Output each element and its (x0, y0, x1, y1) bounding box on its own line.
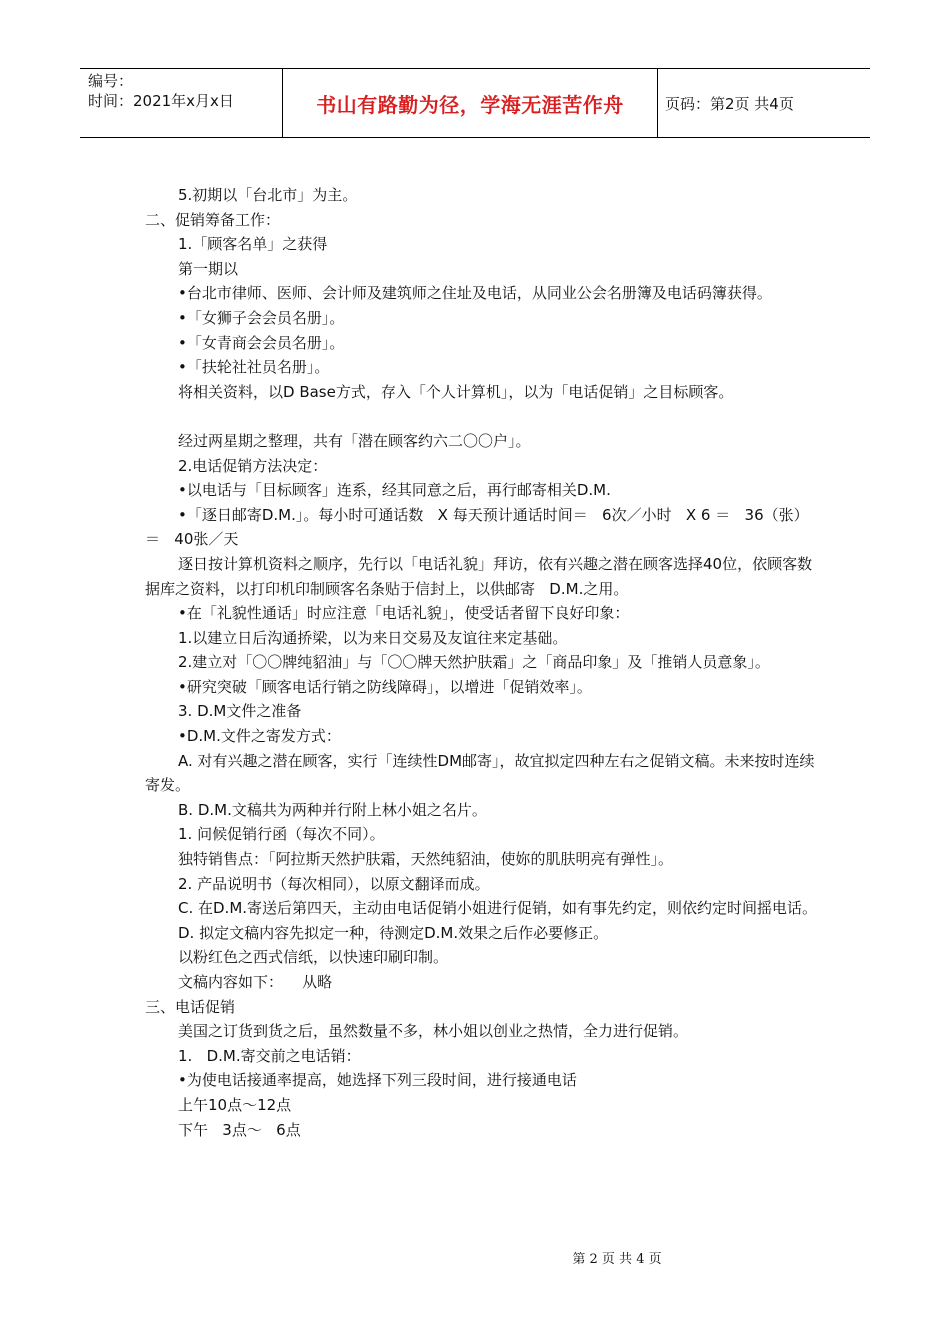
body-paragraph: •以电话与「目标顾客」连系，经其同意之后，再行邮寄相关D.M. (178, 481, 611, 500)
body-paragraph: 1.「顾客名单」之获得 (178, 235, 328, 254)
body-paragraph: 3. D.M文件之准备 (178, 702, 302, 721)
body-paragraph: 三、电话促销 (145, 997, 236, 1016)
body-paragraph: 逐日按计算机资料之顺序，先行以「电话礼貌」拜访，依有兴趣之潜在顾客选择40位，依顾客数据库之资料，以打印机印制顾客名条贴于信封上，以供邮寄 D.M.之用。 (145, 554, 813, 598)
header-page-number: 页码：第2页 共4页 (665, 94, 794, 113)
body-paragraph: •研究突破「顾客电话行销之防线障碍」，以增进「促销效率」。 (178, 677, 592, 696)
body-paragraph: •「女狮子会会员名册」。 (178, 308, 345, 327)
body-paragraph: •为使电话接通率提高，她选择下列三段时间，进行接通电话 (178, 1071, 577, 1090)
body-paragraph: 5.初期以「台北市」为主。 (178, 186, 358, 204)
body-paragraph: 独特销售点：「阿拉斯天然护肤霜，天然纯貂油，使妳的肌肤明亮有弹性」。 (178, 850, 674, 869)
body-paragraph: 经过两星期之整理，共有「潜在顾客约六二〇〇户」。 (178, 431, 531, 450)
body-paragraph: •「女青商会会员名册」。 (178, 333, 345, 352)
blank-line (145, 404, 820, 429)
header-date-label: 时间：2021年x月x日 (88, 92, 234, 110)
body-paragraph: •在「礼貌性通话」时应注意「电话礼貌」，使受话者留下良好印象： (178, 604, 630, 623)
body-paragraph: •「逐日邮寄D.M.」。每小时可通话数 X 每天预计通话时间＝ 6次／小时 X 6 ＝ 36（张） ＝ 40张／天 (145, 505, 823, 549)
body-paragraph: 1. 问候促销行函（每次不同）。 (178, 825, 385, 844)
body-paragraph: D. 拟定文稿内容先拟定一种，待测定D.M.效果之后作必要修正。 (178, 923, 609, 942)
header-number-label: 编号： (88, 72, 134, 90)
page-footer (0, 1248, 950, 1267)
body-paragraph: •台北市律师、医师、会计师及建筑师之住址及电话，从同业公会名册簿及电话码簿获得。 (178, 284, 772, 303)
header-divider-right (657, 69, 658, 137)
body-paragraph: 将相关资料，以D Base方式，存入「个人计算机」，以为「电话促销」之目标顾客。 (178, 382, 734, 401)
body-paragraph: 第一期以 (178, 259, 239, 278)
body-paragraph: •D.M.文件之寄发方式： (178, 727, 341, 746)
body-paragraph: 上午10点～12点 (178, 1095, 292, 1114)
footer-page-number: 第 2 页 共 4 页 (572, 1252, 662, 1267)
body-paragraph: 2.建立对「〇〇牌纯貂油」与「〇〇牌天然护肤霜」之「商品印象」及「推销人员意象」。 (178, 653, 770, 672)
body-paragraph: B. D.M.文稿共为两种并行附上林小姐之名片。 (178, 800, 487, 819)
body-paragraph: 下午 3点～ 6点 (178, 1120, 301, 1139)
body-paragraph: 文稿内容如下： 从略 (178, 973, 333, 991)
body-paragraph: •「扶轮社社员名册」。 (178, 358, 330, 377)
body-paragraph: A. 对有兴趣之潜在顾客，实行「连续性DM邮寄」，故宜拟定四种左右之促销文稿。未来按时连续寄发。 (145, 751, 815, 795)
header-meta (88, 71, 234, 111)
body-paragraph: 1.以建立日后沟通挢梁，以为来日交易及友谊往来定基础。 (178, 628, 568, 647)
body-paragraph: 美国之订货到货之后，虽然数量不多，林小姐以创业之热情，全力进行促销。 (178, 1022, 689, 1041)
body-paragraph: 2.电话促销方法决定： (178, 456, 328, 475)
body-paragraph: 2. 产品说明书（每次相同），以原文翻译而成。 (178, 874, 490, 893)
header-motto: 书山有路勤为径，学海无涯苦作舟 (316, 92, 624, 117)
page-header (80, 68, 870, 138)
body-paragraph: 二、促销筹备工作： (145, 210, 281, 229)
body-paragraph: 1. D.M.寄交前之电话销： (178, 1046, 361, 1065)
body-paragraph: 以粉红色之西式信纸，以快速印刷印制。 (178, 948, 449, 967)
document-body (145, 183, 823, 1142)
body-paragraph: C. 在D.M.寄送后第四天，主动由电话促销小姐进行促销，如有事先约定，则依约定时间摇电话。 (178, 899, 818, 918)
